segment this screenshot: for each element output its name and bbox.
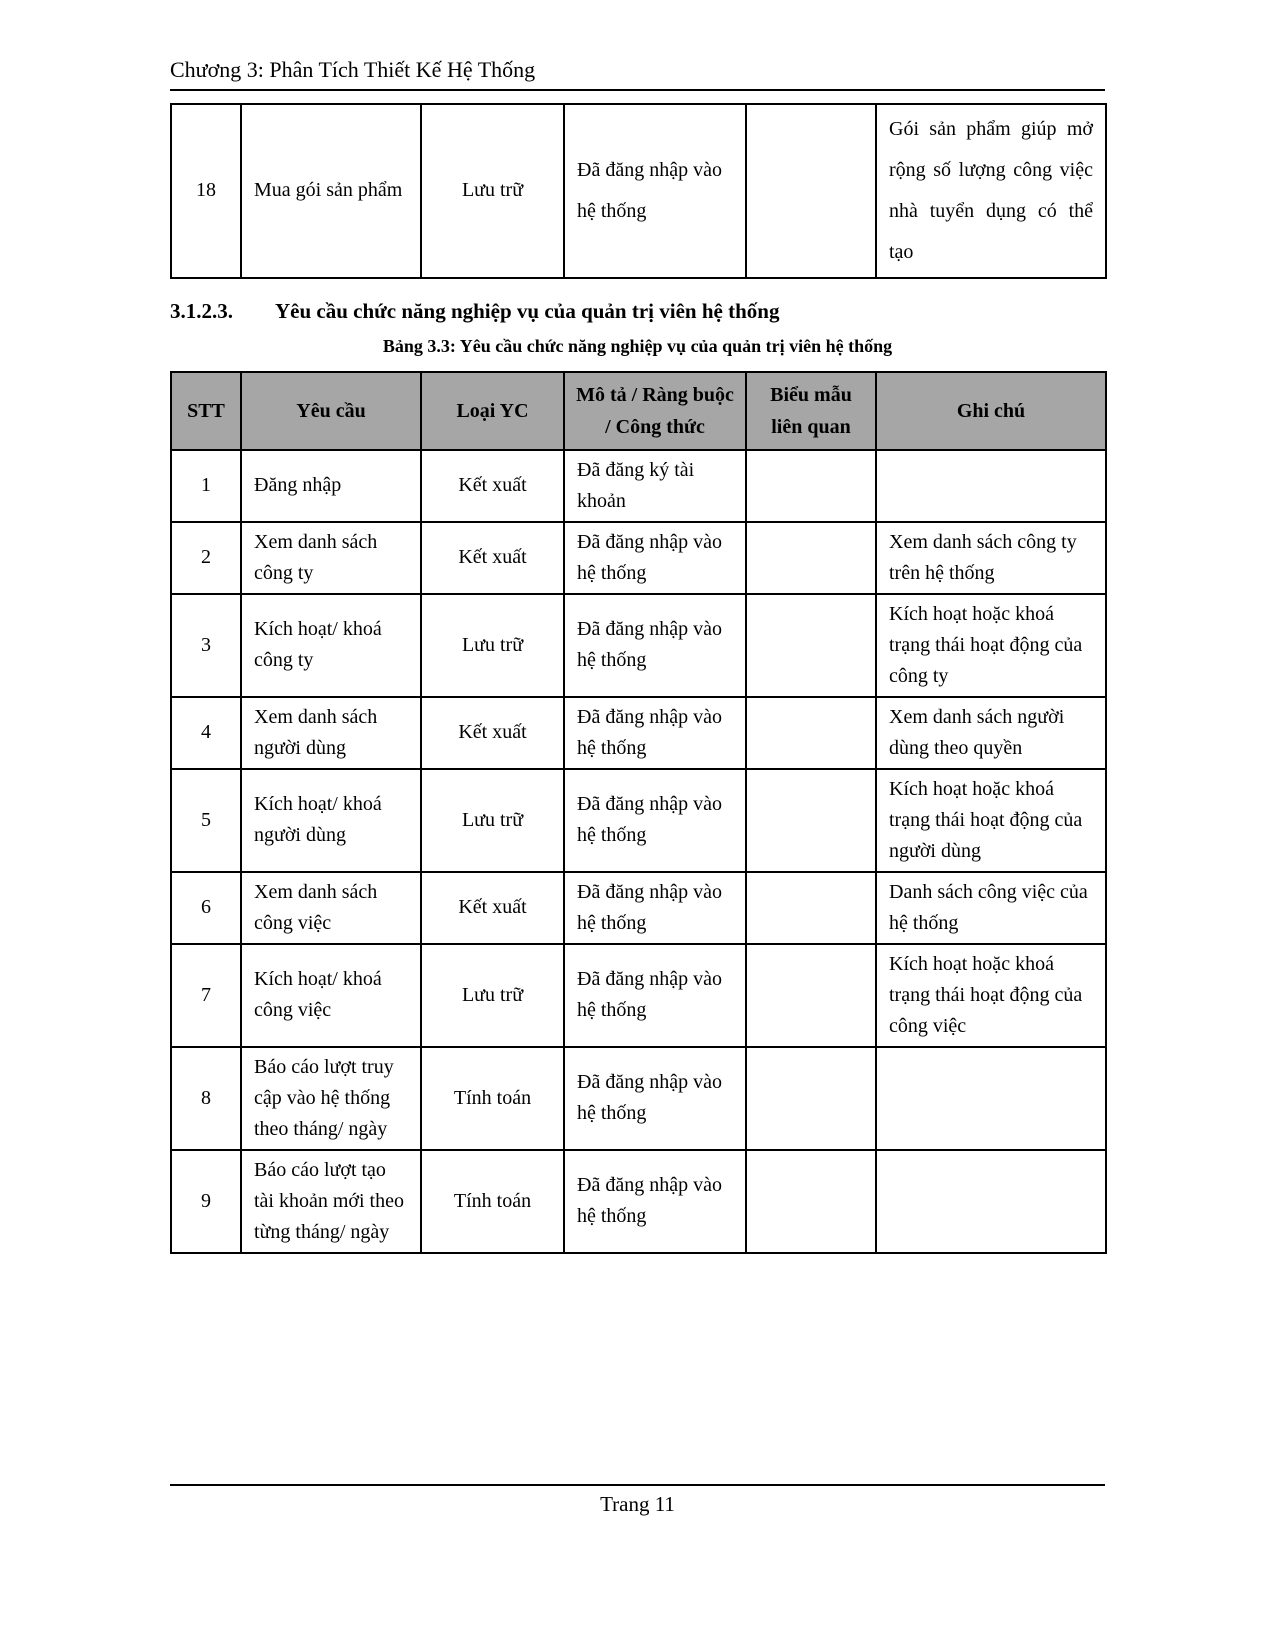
cell-yeu-cau: Mua gói sản phẩm — [241, 104, 421, 278]
cell-bieu-mau — [746, 104, 876, 278]
page-number: Trang 11 — [600, 1492, 675, 1516]
cell-loai-yc: Lưu trữ — [421, 594, 564, 697]
table-row — [171, 944, 1106, 1047]
cell-yeu-cau: Xem danh sách công việc — [241, 872, 421, 944]
cell-mo-ta: Đã đăng nhập vào hệ thống — [564, 1150, 746, 1253]
section-title: Yêu cầu chức năng nghiệp vụ của quản trị viên hệ thống — [275, 298, 780, 323]
cell-mo-ta: Đã đăng nhập vào hệ thống — [564, 872, 746, 944]
cell-stt: 5 — [171, 769, 241, 872]
column-header-bieu-mau: Biểu mẫu liên quan — [746, 372, 876, 450]
cell-stt: 18 — [171, 104, 241, 278]
cell-bieu-mau — [746, 872, 876, 944]
cell-mo-ta: Đã đăng nhập vào hệ thống — [564, 1047, 746, 1150]
cell-ghi-chu — [876, 1047, 1106, 1150]
cell-mo-ta: Đã đăng nhập vào hệ thống — [564, 769, 746, 872]
cell-bieu-mau — [746, 1150, 876, 1253]
cell-loai-yc: Tính toán — [421, 1150, 564, 1253]
cell-stt: 1 — [171, 450, 241, 522]
cell-loai-yc: Lưu trữ — [421, 104, 564, 278]
cell-loai-yc: Kết xuất — [421, 872, 564, 944]
cell-stt: 2 — [171, 522, 241, 594]
cell-bieu-mau — [746, 522, 876, 594]
cell-stt: 7 — [171, 944, 241, 1047]
cell-yeu-cau: Báo cáo lượt tạo tài khoản mới theo từng tháng/ ngày — [241, 1150, 421, 1253]
page-footer — [170, 1484, 1105, 1517]
cell-yeu-cau: Kích hoạt/ khoá công ty — [241, 594, 421, 697]
cell-stt: 9 — [171, 1150, 241, 1253]
cell-mo-ta: Đã đăng nhập vào hệ thống — [564, 522, 746, 594]
admin-requirements-table — [170, 371, 1107, 1254]
table-row — [171, 104, 1106, 278]
cell-loai-yc: Kết xuất — [421, 522, 564, 594]
cell-yeu-cau: Kích hoạt/ khoá người dùng — [241, 769, 421, 872]
cell-ghi-chu: Kích hoạt hoặc khoá trạng thái hoạt động của công việc — [876, 944, 1106, 1047]
cell-ghi-chu: Kích hoạt hoặc khoá trạng thái hoạt động của người dùng — [876, 769, 1106, 872]
cell-yeu-cau: Đăng nhập — [241, 450, 421, 522]
cell-ghi-chu: Danh sách công việc của hệ thống — [876, 872, 1106, 944]
cell-ghi-chu — [876, 450, 1106, 522]
table-row — [171, 450, 1106, 522]
chapter-header-title: Chương 3: Phân Tích Thiết Kế Hệ Thống — [170, 57, 536, 82]
table-row — [171, 872, 1106, 944]
cell-yeu-cau: Xem danh sách công ty — [241, 522, 421, 594]
cell-yeu-cau: Kích hoạt/ khoá công việc — [241, 944, 421, 1047]
cell-loai-yc: Kết xuất — [421, 450, 564, 522]
table-row — [171, 769, 1106, 872]
cell-mo-ta: Đã đăng nhập vào hệ thống — [564, 697, 746, 769]
cell-loai-yc: Lưu trữ — [421, 769, 564, 872]
column-header-yeu-cau: Yêu cầu — [241, 372, 421, 450]
column-header-loai-yc: Loại YC — [421, 372, 564, 450]
cell-mo-ta: Đã đăng nhập vào hệ thống — [564, 944, 746, 1047]
table-row — [171, 1150, 1106, 1253]
cell-stt: 6 — [171, 872, 241, 944]
cell-loai-yc: Tính toán — [421, 1047, 564, 1150]
table-row — [171, 1047, 1106, 1150]
section-number: 3.1.2.3. — [170, 298, 233, 323]
cell-bieu-mau — [746, 1047, 876, 1150]
table-header-row — [171, 372, 1106, 450]
column-header-mo-ta: Mô tả / Ràng buộc / Công thức — [564, 372, 746, 450]
table-row — [171, 594, 1106, 697]
column-header-stt: STT — [171, 372, 241, 450]
cell-loai-yc: Lưu trữ — [421, 944, 564, 1047]
table-row — [171, 697, 1106, 769]
cell-ghi-chu: Xem danh sách người dùng theo quyền — [876, 697, 1106, 769]
cell-stt: 4 — [171, 697, 241, 769]
cell-yeu-cau: Xem danh sách người dùng — [241, 697, 421, 769]
page-header — [170, 56, 1105, 91]
cell-mo-ta: Đã đăng nhập vào hệ thống — [564, 594, 746, 697]
cell-mo-ta: Đã đăng nhập vào hệ thống — [564, 104, 746, 278]
column-header-ghi-chu: Ghi chú — [876, 372, 1106, 450]
cell-yeu-cau: Báo cáo lượt truy cập vào hệ thống theo tháng/ ngày — [241, 1047, 421, 1150]
cell-bieu-mau — [746, 697, 876, 769]
cell-ghi-chu: Gói sản phẩm giúp mở rộng số lượng công việc nhà tuyển dụng có thể tạo — [876, 104, 1106, 278]
cell-loai-yc: Kết xuất — [421, 697, 564, 769]
cell-ghi-chu — [876, 1150, 1106, 1253]
cell-bieu-mau — [746, 594, 876, 697]
cell-stt: 3 — [171, 594, 241, 697]
table-caption: Bảng 3.3: Yêu cầu chức năng nghiệp vụ của quản trị viên hệ thống — [382, 335, 893, 356]
cell-stt: 8 — [171, 1047, 241, 1150]
table-row — [171, 522, 1106, 594]
cell-mo-ta: Đã đăng ký tài khoản — [564, 450, 746, 522]
cell-bieu-mau — [746, 769, 876, 872]
cell-ghi-chu: Xem danh sách công ty trên hệ thống — [876, 522, 1106, 594]
cell-ghi-chu: Kích hoạt hoặc khoá trạng thái hoạt động của công ty — [876, 594, 1106, 697]
cell-bieu-mau — [746, 944, 876, 1047]
requirements-table-continuation — [170, 103, 1107, 279]
section-heading — [170, 299, 1105, 324]
cell-bieu-mau — [746, 450, 876, 522]
